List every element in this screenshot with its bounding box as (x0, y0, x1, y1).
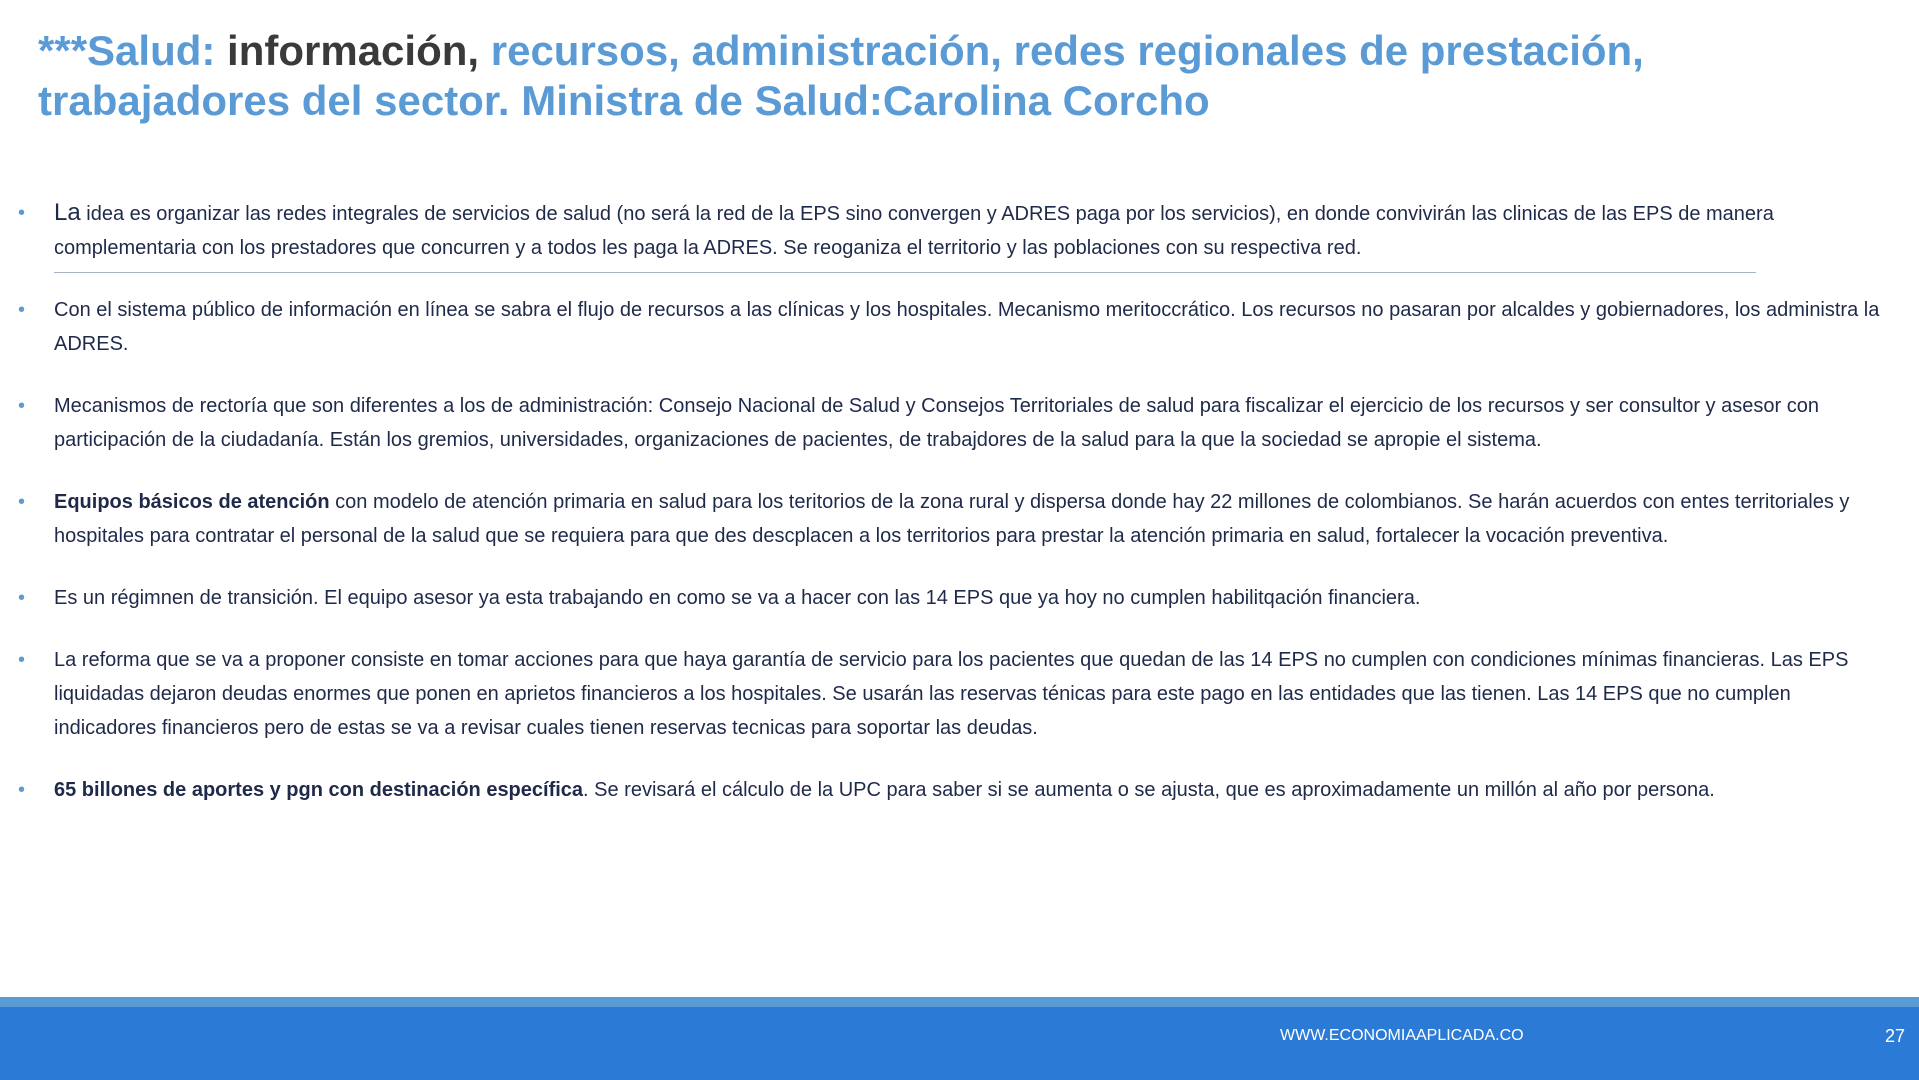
bullet-text: Es un régimnen de transición. El equipo asesor ya esta trabajando en como se va a hacer con las 14 EPS que ya hoy no cumplen habilitqación financiera. (54, 587, 1421, 609)
bullet-bold-text: Equipos básicos de atención (54, 491, 330, 513)
bullet-item-6 (18, 643, 1888, 745)
bullet-dot-icon: • (18, 202, 26, 224)
title-part-2: información (227, 27, 468, 74)
bullet-text: con modelo de atención primaria en salud para los teritorios de la zona rural y dispersa donde hay 22 millones de colombianos. Se harán acuerdos con entes territoriales y hospitales para contratar el personal de la salud que se requiera para que des descplacen a los territorios para prestar la atención primaria en salud, fortalecer la vocación preventiva. (54, 491, 1850, 547)
bullet-text: . Se revisará el cálculo de la UPC para saber si se aumenta o se ajusta, que es aproximadamente un millón al año por persona. (583, 779, 1715, 801)
bullet-dot-icon: • (18, 299, 26, 321)
bullet-item-4 (18, 485, 1888, 553)
bullet-text: Mecanismos de rectoría que son diferentes a los de administración: Consejo Nacional de Salud y Consejos Territoriales de salud para fiscalizar el ejercicio de los recursos y ser consultor y asesor con participación de la ciudadanía. Están los gremios, universidades, organizaciones de pacientes, de trabajdores de la salud para la que la sociedad se apropie el sistema. (54, 395, 1819, 451)
bullet-dot-icon: • (18, 779, 26, 801)
bullet-item-7 (18, 773, 1888, 807)
bullet-item-5 (18, 581, 1888, 615)
bullet-dot-icon: • (18, 587, 26, 609)
divider-line (54, 272, 1756, 273)
bullet-item-1 (18, 196, 1888, 265)
page-number: 27 (1884, 1026, 1905, 1046)
footer-accent-strip (0, 997, 1919, 1007)
bullet-bold-text: 65 billones de aportes y pgn con destinación específica (54, 779, 584, 801)
title-part-1: ***Salud: (38, 27, 228, 74)
bullet-item-2 (18, 293, 1888, 361)
bullet-text: idea es organizar las redes integrales de servicios de salud (no será la red de la EPS sino convergen y ADRES paga por los servicios), en donde convivirán las clinicas de las EPS de manera complementaria con los prestadores que concurren y a todos les paga la ADRES. Se reoganiza el territorio y las poblaciones con su respectiva red. (54, 203, 1774, 259)
bullet-dot-icon: • (18, 649, 26, 671)
bullet-lead: La (54, 199, 81, 226)
bullet-text: La reforma que se va a proponer consiste en tomar acciones para que haya garantía de servicio para los pacientes que quedan de las 14 EPS no cumplen con condiciones mínimas financieras. Las EPS liquidadas dejaron deudas enormes que ponen en aprietos financieros a los hospitales. Se usarán las reservas ténicas para este pago en las entidades que las tienen. Las 14 EPS que no cumplen indicadores financieros pero de estas se va a revisar cuales tienen reservas tecnicas para soportar las deudas. (54, 649, 1849, 739)
bullet-dot-icon: • (18, 395, 26, 417)
bullet-dot-icon: • (18, 491, 26, 513)
bullet-list (18, 196, 1888, 835)
slide-title (38, 26, 1878, 126)
title-part-3: , (467, 27, 491, 74)
title-part-4: recursos, administración, redes regionales de prestación, trabajadores del sector. Ministra de Salud:Carolina Corcho (38, 27, 1644, 124)
bullet-item-3 (18, 389, 1888, 457)
bullet-text: Con el sistema público de información en línea se sabra el flujo de recursos a las clínicas y los hospitales. Mecanismo meritoccrático. Los recursos no pasaran por alcaldes y gobiernadores, los administra la ADRES. (54, 299, 1880, 355)
footer-bar (0, 1007, 1919, 1080)
footer-website-url: WWW.ECONOMIAAPLICADA.CO (1280, 1027, 1524, 1044)
